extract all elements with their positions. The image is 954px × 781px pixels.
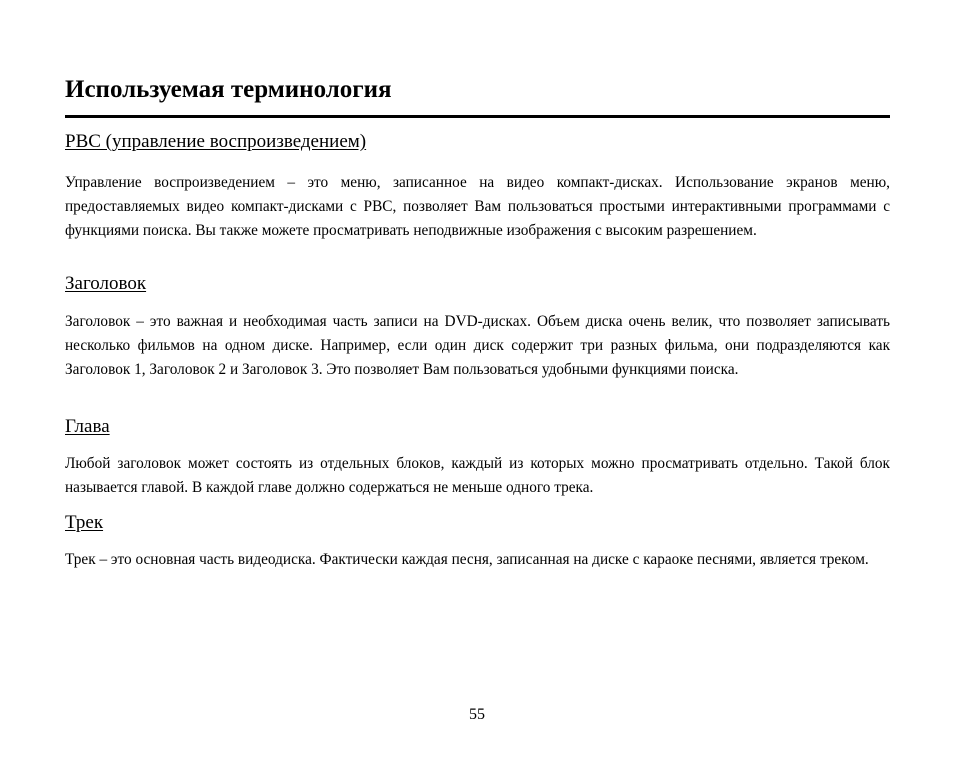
section-chapter (65, 415, 890, 500)
page-number: 55 (469, 706, 485, 723)
section-body-pbc: Управление воспроизведением – это меню, записанное на видео компакт-дисках. Использование экранов меню, предоставляемых видео компакт-дисками с PBC, позволяет Вам пользоваться простыми интерактивными программами с функциями поиска. Вы также можете просматривать неподвижные изображения с высоким разрешением. (65, 174, 890, 239)
section-title (65, 272, 890, 382)
section-body-title: Заголовок – это важная и необходимая часть записи на DVD-дисках. Объем диска очень велик, что позволяет записывать несколько фильмов на одном диске. Например, если один диск содержит три разных фильма, они подразделяются как Заголовок 1, Заголовок 2 и Заголовок 3. Это позволяет Вам пользоваться удобными функциями поиска. (65, 313, 890, 378)
title-divider (65, 115, 890, 118)
section-pbc (65, 130, 890, 243)
section-track (65, 511, 890, 572)
section-heading-chapter: Глава (65, 416, 110, 437)
section-heading-track: Трек (65, 512, 104, 533)
section-body-track: Трек – это основная часть видеодиска. Фактически каждая песня, записанная на диске с караоке песнями, является треком. (65, 551, 869, 568)
page-title: Используемая терминология (65, 76, 392, 103)
section-heading-pbc: PBC (управление воспроизведением) (65, 131, 367, 152)
section-body-chapter: Любой заголовок может состоять из отдельных блоков, каждый из которых можно просматривать отдельно. Такой блок называется главой. В каждой главе должно содержаться не меньше одного трека. (65, 455, 890, 496)
section-heading-title: Заголовок (65, 273, 147, 294)
